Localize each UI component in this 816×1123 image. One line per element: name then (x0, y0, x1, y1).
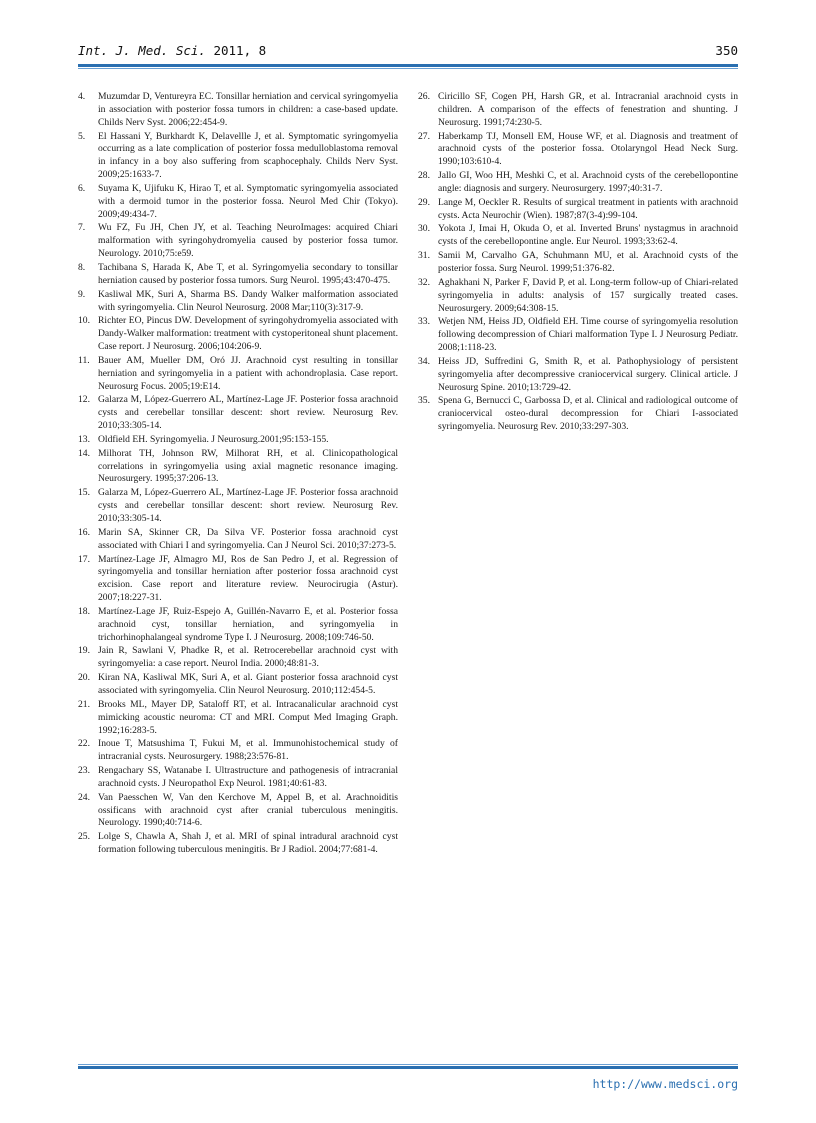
reference-number: 22. (78, 738, 90, 750)
reference-text: Ciricillo SF, Cogen PH, Harsh GR, et al. Intracranial arachnoid cysts in children. A comparison of the effects of fenestration and shunting. J Neurosurg. 1991;74:230-5. (438, 91, 738, 128)
reference-item (78, 487, 398, 526)
reference-text: Tachibana S, Harada K, Abe T, et al. Syringomyelia secondary to tonsillar herniation caused by posterior fossa tumors. Surg Neurol. 1995;43:470-475. (98, 261, 398, 286)
reference-item (78, 289, 398, 315)
reference-item (418, 131, 738, 170)
reference-item (78, 672, 398, 698)
reference-number: 8. (78, 261, 86, 273)
reference-number: 27. (418, 130, 430, 142)
footer-rule (78, 1066, 738, 1069)
reference-number: 11. (78, 354, 90, 366)
reference-text: Wetjen NM, Heiss JD, Oldfield EH. Time course of syringomyelia resolution following decompression of Chiari malformation Type I. J Neurosurg Pediatr. 2008;1:118-23. (438, 316, 738, 354)
page-number: 350 (715, 43, 738, 58)
reference-number: 17. (78, 553, 90, 565)
reference-item (418, 223, 738, 249)
reference-text: Haberkamp TJ, Monsell EM, House WF, et al. Diagnosis and treatment of arachnoid cysts of the posterior fossa. Otolaryngol Head Neck Surg. 1990;103:610-4. (438, 130, 738, 168)
reference-item (78, 434, 398, 447)
reference-text: Martínez-Lage JF, Ruiz-Espejo A, Guillén-Navarro E, et al. Posterior fossa arachnoid cyst, tonsillar herniation, and syringomyelia in trichorhinophalangeal syndrome Type I. J Neurosurg. 2008;109:746-50. (98, 605, 398, 643)
reference-item (78, 315, 398, 354)
reference-text: Lolge S, Chawla A, Shah J, et al. MRI of spinal intradural arachnoid cyst formation following tuberculous meningitis. Br J Radiol. 2004;77:681-4. (98, 831, 398, 856)
reference-item (78, 738, 398, 764)
reference-item (78, 606, 398, 645)
reference-item (78, 792, 398, 831)
reference-number: 12. (78, 394, 90, 406)
reference-text: Galarza M, López-Guerrero AL, Martínez-Lage JF. Posterior fossa arachnoid cysts and cerebellar tonsillar descent: short review. Neurosurg Rev. 2010;33:305-14. (98, 487, 398, 524)
references-right-column (418, 91, 738, 435)
header-rule (78, 64, 738, 67)
reference-text: Martínez-Lage JF, Almagro MJ, Ros de San Pedro J, et al. Regression of syringomyelia and tonsillar herniation after posterior fossa arachnoid cyst excision. Case report and literature review. Neurocirugia (Astur). 2007;18:227-31. (98, 553, 398, 604)
reference-number: 20. (78, 672, 90, 684)
reference-number: 29. (418, 196, 430, 208)
reference-number: 14. (78, 447, 90, 459)
reference-text: Wu FZ, Fu JH, Chen JY, et al. Teaching NeuroImages: acquired Chiari malformation with syringohydromyelia caused by posterior fossa tumor. Neurology. 2010;75:e59. (98, 222, 398, 260)
reference-number: 26. (418, 91, 430, 102)
reference-text: Jallo GI, Woo HH, Meshki C, et al. Arachnoid cysts of the cerebellopontine angle: diagnosis and surgery. Neurosurgery. 1997;40:31-7. (438, 170, 738, 194)
reference-number: 16. (78, 526, 90, 538)
reference-text: Van Paesschen W, Van den Kerchove M, Appel B, et al. Arachnoiditis ossificans with arachnoid cyst after cranial tuberculous meningitis. Neurology. 1990;40:714-6. (98, 791, 398, 829)
reference-number: 30. (418, 223, 430, 235)
reference-number: 25. (78, 831, 90, 843)
reference-text: Jain R, Sawlani V, Phadke R, et al. Retrocerebellar arachnoid cyst with syringomyelia: a case report. Neurol India. 2000;48:81-3. (98, 645, 398, 670)
reference-number: 19. (78, 645, 90, 657)
reference-number: 24. (78, 791, 90, 803)
reference-text: Yokota J, Imai H, Okuda O, et al. Inverted Bruns' nystagmus in arachnoid cysts of the cerebellopontine angle. Eur Neurol. 1993;33:62-4. (438, 223, 738, 248)
reference-text: Bauer AM, Mueller DM, Oró JJ. Arachnoid cyst resulting in tonsillar herniation and syringomyelia in a patient with achondroplasia. Case report. Neurosurg Focus. 2005;19:E14. (98, 354, 398, 392)
reference-text: Samii M, Carvalho GA, Schuhmann MU, et al. Arachnoid cysts of the posterior fossa. Surg Neurol. 1999;51:376-82. (438, 250, 738, 274)
reference-item (78, 355, 398, 394)
reference-number: 4. (78, 91, 86, 102)
references-left-column (78, 91, 398, 858)
reference-text: Oldfield EH. Syringomyelia. J Neurosurg.2001;95:153-155. (98, 433, 329, 445)
reference-item (78, 448, 398, 487)
reference-number: 6. (78, 182, 86, 194)
reference-number: 9. (78, 288, 86, 300)
footer-rule-thin (78, 1064, 738, 1065)
reference-number: 10. (78, 315, 90, 327)
reference-text: Brooks ML, Mayer DP, Sataloff RT, et al. Intracanalicular arachnoid cyst mimicking acoustic neuroma: CT and MRI. Comput Med Imaging Graph. 1992;16:283-5. (98, 698, 398, 736)
year-volume: 2011, 8 (213, 43, 267, 58)
reference-item (418, 277, 738, 316)
reference-text: Inoue T, Matsushima T, Fukui M, et al. Immunohistochemical study of intracranial cysts. Neurosurgery. 1988;23:576-81. (98, 738, 398, 763)
reference-text: El Hassani Y, Burkhardt K, Delavellle J, et al. Symptomatic syringomyelia occurring as a late complication of posterior fossa medulloblastoma removal in infancy in a boy also suffering from scaphocephaly. Childs Nerv Syst. 2009;25:1633-7. (98, 130, 398, 181)
reference-text: Lange M, Oeckler R. Results of surgical treatment in patients with arachnoid cysts. Acta Neurochir (Wien). 1987;87(3-4):99-104. (438, 196, 738, 221)
reference-item (418, 250, 738, 276)
reference-number: 15. (78, 487, 90, 499)
reference-text: Heiss JD, Suffredini G, Smith R, et al. Pathophysiology of persistent syringomyelia after decompressive craniocervical surgery. Clinical article. J Neurosurg Spine. 2010;13:729-42. (438, 355, 738, 393)
journal-title (78, 43, 266, 58)
reference-text: Galarza M, López-Guerrero AL, Martínez-Lage JF. Posterior fossa arachnoid cysts and cerebellar tonsillar descent: short review. Neurosurg Rev. 2010;33:305-14. (98, 394, 398, 432)
reference-number: 18. (78, 605, 90, 617)
reference-item (78, 699, 398, 738)
reference-item (78, 91, 398, 130)
reference-text: Marin SA, Skinner CR, Da Silva VF. Posterior fossa arachnoid cyst associated with Chiari I and syringomyelia. Can J Neurol Sci. 2010;37:273-5. (98, 526, 398, 551)
reference-number: 32. (418, 276, 430, 288)
page-header (78, 43, 738, 63)
reference-text: Kiran NA, Kasliwal MK, Suri A, et al. Giant posterior fossa arachnoid cyst associated with syringomyelia. Clin Neurol Neurosurg. 2010;112:454-5. (98, 672, 398, 696)
reference-number: 5. (78, 130, 86, 142)
reference-text: Muzumdar D, Ventureyra EC. Tonsillar herniation and cervical syringomyelia in association with posterior fossa tumors in children: a case-based update. Childs Nerv Syst. 2006;22:454-9. (98, 91, 398, 128)
reference-item (418, 316, 738, 355)
reference-item (78, 131, 398, 182)
reference-item (78, 554, 398, 605)
reference-item (418, 170, 738, 196)
reference-text: Richter EO, Pincus DW. Development of syringohydromyelia associated with Dandy-Walker malformation: treatment with cystoperitoneal shunt placement. Case report. J Neurosurg. 2006;104:206-9. (98, 315, 399, 353)
reference-number: 7. (78, 222, 86, 234)
reference-number: 33. (418, 316, 430, 328)
reference-item (78, 831, 398, 857)
reference-number: 35. (418, 395, 430, 407)
reference-number: 28. (418, 170, 430, 182)
reference-item (418, 91, 738, 130)
reference-text: Aghakhani N, Parker F, David P, et al. Long-term follow-up of Chiari-related syringomyelia in adults: analysis of 157 surgically treated cases. Neurosurgery. 2009;64:308-15. (438, 276, 738, 314)
reference-number: 34. (418, 355, 430, 367)
reference-text: Milhorat TH, Johnson RW, Milhorat RH, et al. Clinicopathological correlations in syringomyelia using axial magnetic resonance imaging. Neurosurgery. 1995;37:206-13. (98, 447, 398, 485)
reference-item (418, 356, 738, 395)
reference-number: 31. (418, 250, 430, 262)
journal-abbrev: Int. J. Med. Sci. (78, 43, 206, 58)
reference-item (78, 394, 398, 433)
reference-number: 13. (78, 433, 90, 445)
reference-text: Rengachary SS, Watanabe I. Ultrastructure and pathogenesis of intracranial arachnoid cysts. J Neuropathol Exp Neurol. 1981;40:61-83. (98, 765, 398, 789)
reference-item (78, 527, 398, 553)
reference-text: Kasliwal MK, Suri A, Sharma BS. Dandy Walker malformation associated with syringomyelia. Clin Neurol Neurosurg. 2008 Mar;110(3):317-9. (98, 288, 398, 313)
reference-item (78, 645, 398, 671)
reference-number: 21. (78, 698, 90, 710)
reference-item (418, 395, 738, 434)
reference-item (78, 222, 398, 261)
reference-item (78, 183, 398, 222)
reference-text: Spena G, Bernucci C, Garbossa D, et al. Clinical and radiological outcome of craniocervical osteo-dural decompression for Chiari I-associated syringomyelia. Neurosurg Rev. 2010;33:297-303. (438, 395, 738, 433)
reference-item (78, 262, 398, 288)
reference-item (78, 765, 398, 791)
reference-text: Suyama K, Ujifuku K, Hirao T, et al. Symptomatic syringomyelia associated with a dermoid tumor in the posterior fossa. Neurol Med Chir (Tokyo). 2009;49:434-7. (98, 182, 398, 220)
header-rule-thin (78, 68, 738, 69)
reference-item (418, 197, 738, 223)
journal-url-link[interactable]: http://www.medsci.org (592, 1077, 738, 1091)
reference-number: 23. (78, 765, 90, 777)
